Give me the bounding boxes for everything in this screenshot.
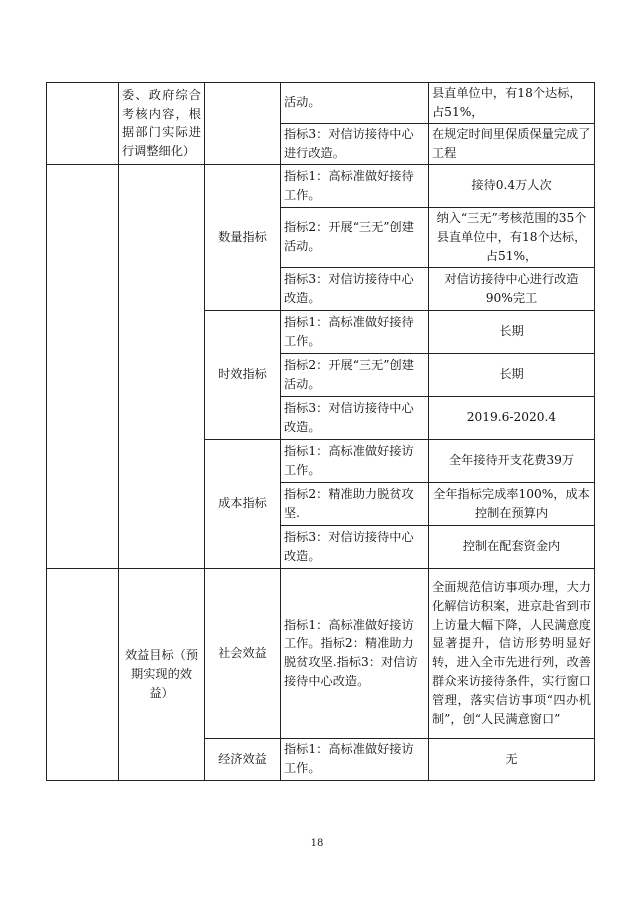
performance-table: [46, 82, 595, 781]
value-cell: 长期: [429, 353, 595, 396]
col1-blank-cell: [47, 568, 119, 780]
value-cell: 全年接待开支花费39万: [429, 439, 595, 482]
indicator-cell: 指标2：精准助力脱贫攻坚.: [281, 482, 429, 525]
indicator-cell: 指标3：对信访接待中心改造。: [281, 396, 429, 439]
value-cell: 控制在配套资金内: [429, 525, 595, 568]
indicator-cell: 活动。: [281, 83, 429, 124]
value-cell: 县直单位中，有18个达标，占51%，: [429, 83, 595, 124]
col3-blank-cell: [205, 83, 281, 165]
social-benefit-label: 社会效益: [205, 568, 281, 738]
col2-continued-cell: 委、政府综合考核内容，根据部门实际进行调整细化）: [119, 83, 205, 165]
table-row: [47, 83, 595, 124]
value-cell: 在规定时间里保质保量完成了工程: [429, 123, 595, 164]
timeliness-indicator-label: 时效指标: [205, 310, 281, 439]
indicator-cell: 指标3：对信访接待中心改造。: [281, 267, 429, 310]
page-number: 18: [310, 838, 324, 849]
economic-benefit-label: 经济效益: [205, 738, 281, 780]
table-row: [47, 164, 595, 207]
indicator-cell: 指标1：高标准做好接访工作。: [281, 738, 429, 780]
value-cell: 2019.6-2020.4: [429, 396, 595, 439]
quantity-indicator-label: 数量指标: [205, 164, 281, 310]
value-cell: 对信访接待中心进行改造90%完工: [429, 267, 595, 310]
value-cell: 全年指标完成率100%，成本控制在预算内: [429, 482, 595, 525]
col1-blank-cell: [47, 164, 119, 568]
indicator-cell: 指标2：开展“三无”创建活动。: [281, 353, 429, 396]
col2-blank-cell: [119, 164, 205, 568]
cost-indicator-label: 成本指标: [205, 439, 281, 568]
indicator-cell: 指标1：高标准做好接待工作。: [281, 310, 429, 353]
benefit-target-label: 效益目标（预期实现的效益）: [119, 568, 205, 780]
indicator-cell: 指标1：高标准做好接访工作。: [281, 439, 429, 482]
value-cell: 纳入“三无”考核范围的35个县直单位中，有18个达标，占51%，: [429, 207, 595, 267]
indicator-cell: 指标2：开展“三无”创建活动。: [281, 207, 429, 267]
value-cell: 长期: [429, 310, 595, 353]
value-cell: 接待0.4万人次: [429, 164, 595, 207]
col1-blank-cell: [47, 83, 119, 165]
value-cell: 全面规范信访事项办理，大力化解信访积案，进京赴省到市上访量大幅下降，人民满意度显著提升，信访形势明显好转，进入全市先进行列，改善群众来访接待条件，实行窗口管理，落实信访事项“四办机制”，创“人民满意窗口”: [429, 568, 595, 738]
indicator-cell: 指标1：高标准做好接待工作。: [281, 164, 429, 207]
indicator-cell: 指标3：对信访接待中心改造。: [281, 525, 429, 568]
value-cell: 无: [429, 738, 595, 780]
indicator-cell: 指标3：对信访接待中心进行改造。: [281, 123, 429, 164]
table-row: [47, 568, 595, 738]
indicator-cell: 指标1：高标准做好接访工作。指标2：精准助力脱贫攻坚.指标3：对信访接待中心改造。: [281, 568, 429, 738]
